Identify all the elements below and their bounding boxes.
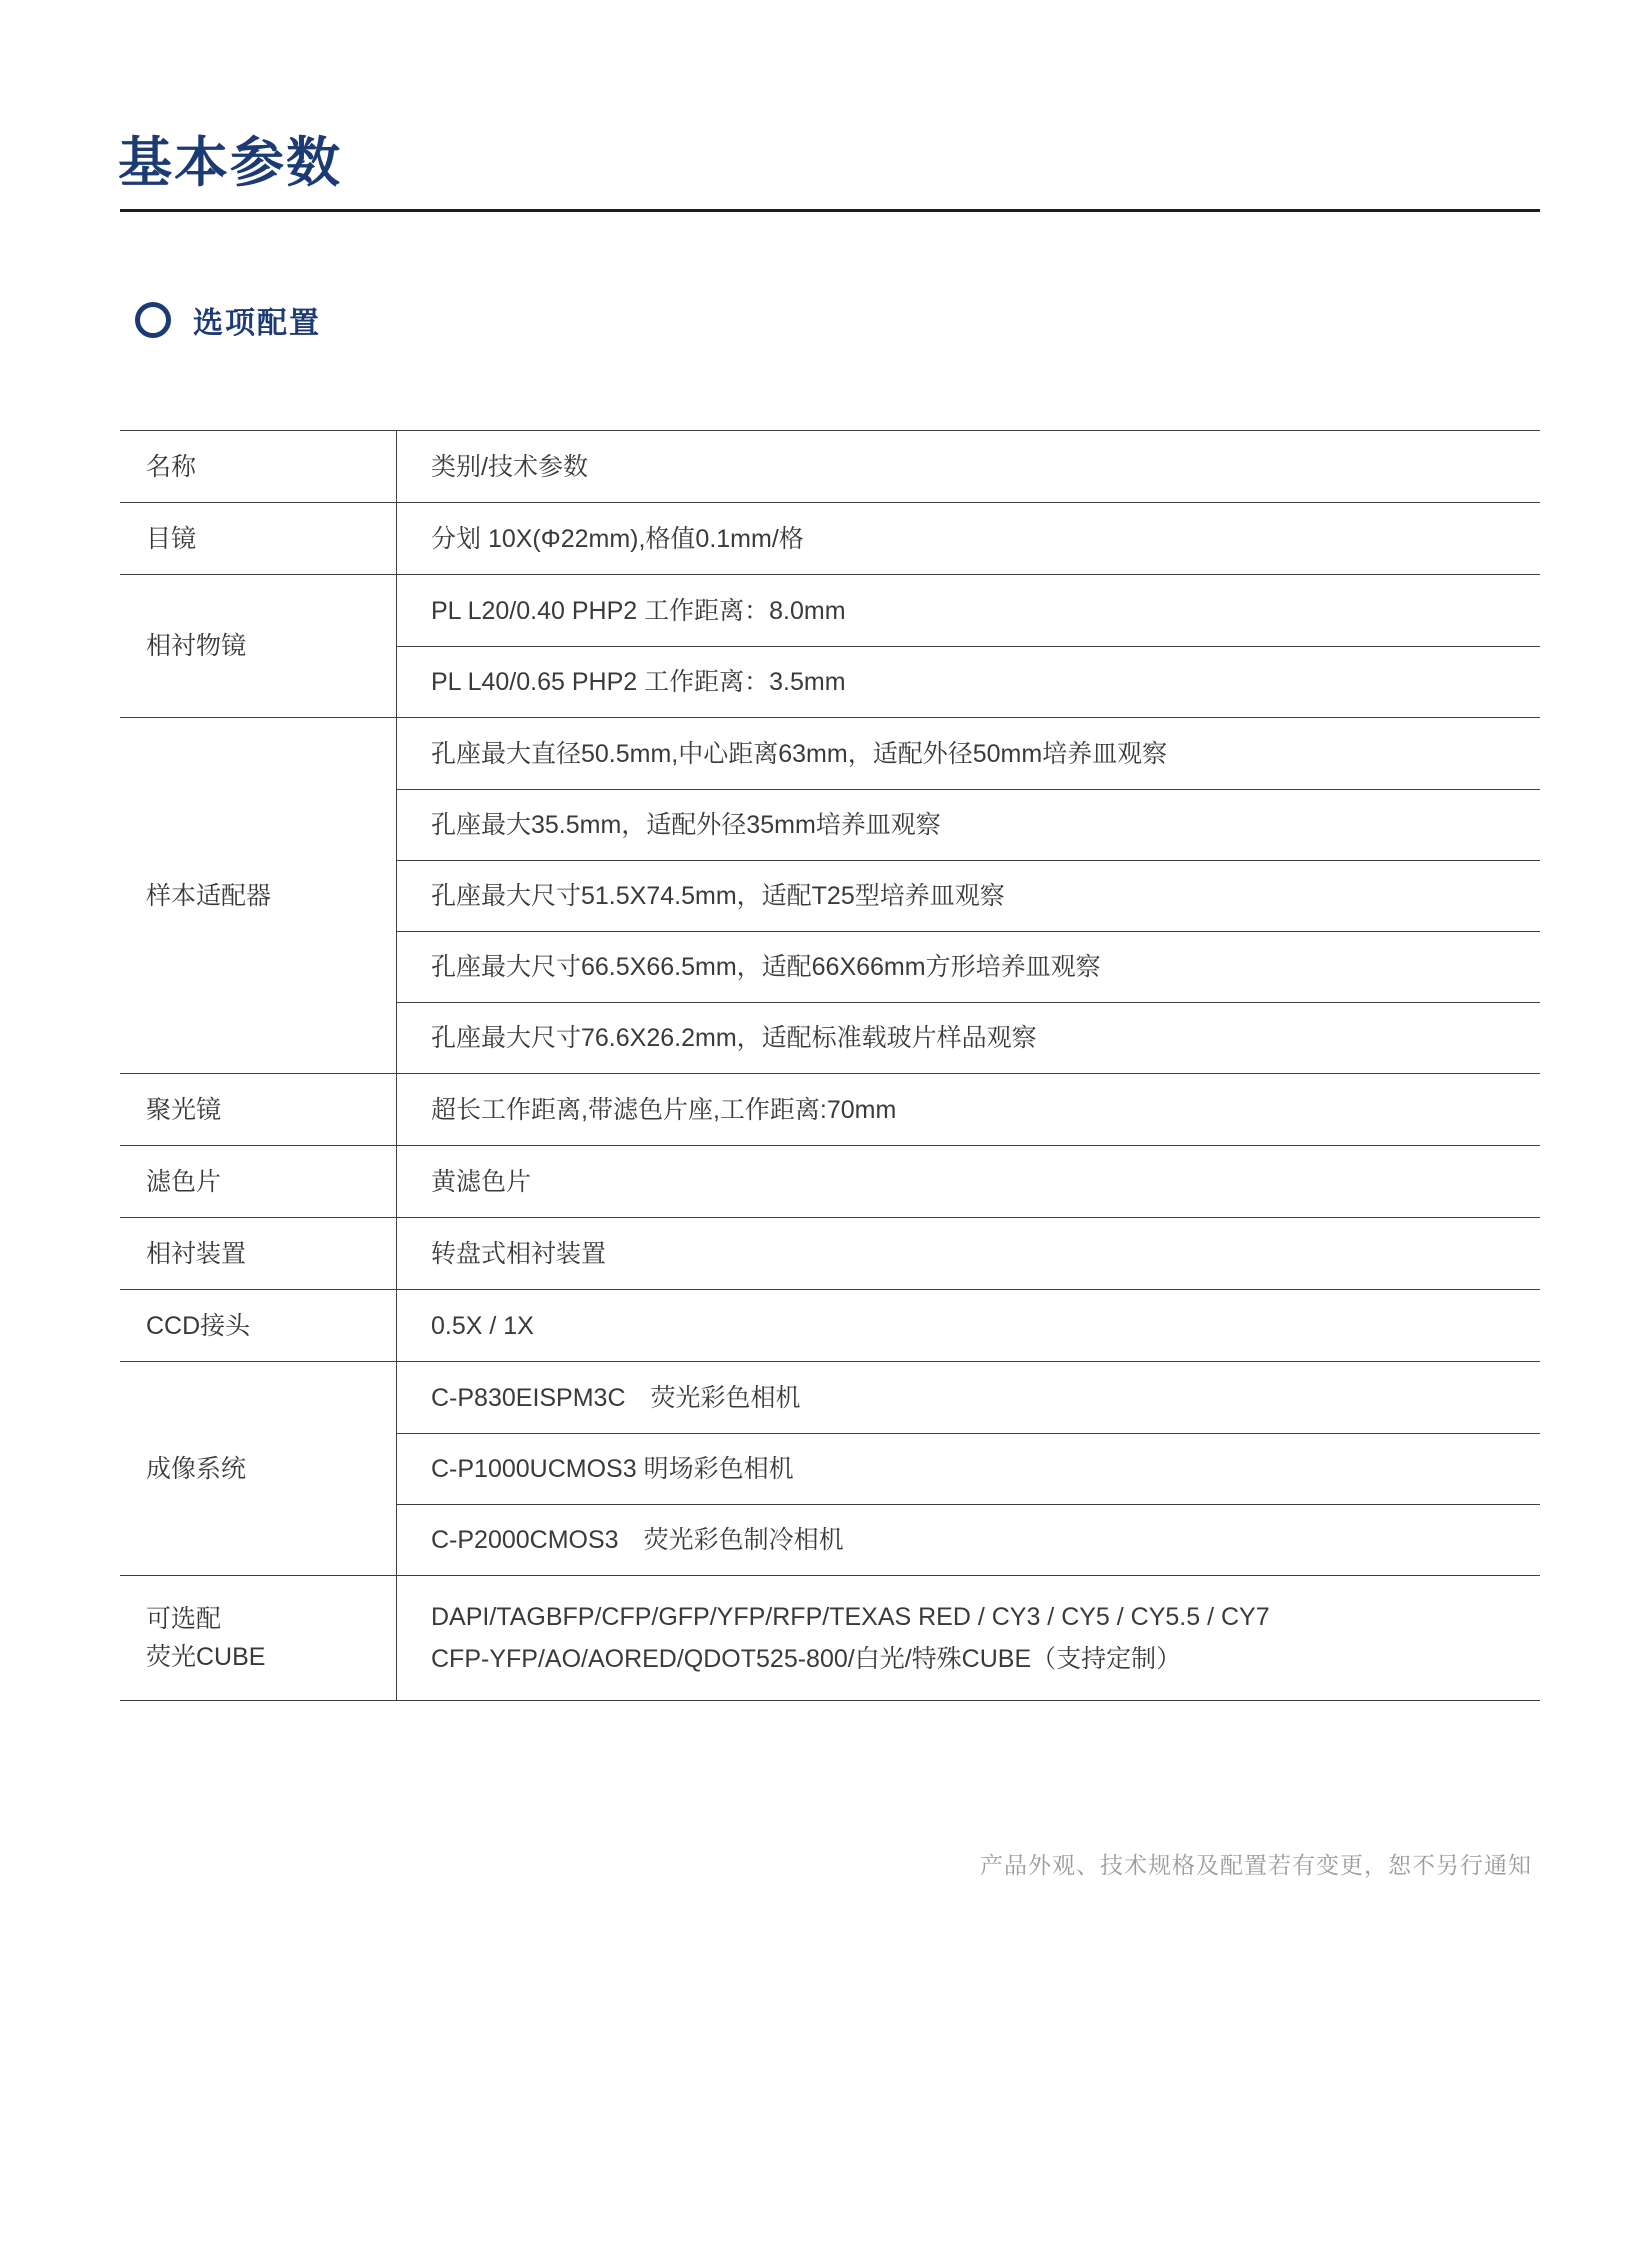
row-value: 类别/技术参数	[431, 452, 588, 481]
row-values	[396, 1218, 1540, 1289]
row-values	[396, 1290, 1540, 1361]
row-label: 相衬物镜	[146, 632, 247, 660]
row-value: 黄滤色片	[431, 1167, 532, 1196]
row-label: 样本适配器	[146, 881, 272, 910]
row-values	[396, 1576, 1540, 1700]
page-title: 基本参数	[118, 133, 342, 193]
row-values	[396, 575, 1540, 717]
row-values	[396, 1362, 1540, 1575]
row-values	[396, 431, 1540, 502]
row-label: 目镜	[146, 524, 197, 553]
table-row-group	[120, 1217, 1540, 1289]
row-value: 孔座最大尺寸66.5X66.5mm，适配66X66mm方形培养皿观察	[397, 931, 1540, 1002]
row-label: 聚光镜	[146, 1095, 222, 1124]
row-label-line: 荧光CUBE	[146, 1643, 266, 1671]
table-row-group	[120, 431, 1540, 502]
row-value: PL L40/0.65 PHP2 工作距离：3.5mm	[397, 646, 1540, 717]
row-label: 成像系统	[146, 1454, 247, 1483]
table-row-group	[120, 1073, 1540, 1145]
row-value: 孔座最大直径50.5mm,中心距离63mm，适配外径50mm培养皿观察	[431, 739, 1168, 768]
row-label: CCD接头	[146, 1311, 251, 1340]
table-row-group	[120, 502, 1540, 574]
row-label: 滤色片	[146, 1167, 222, 1196]
row-values	[396, 718, 1540, 1073]
row-value-line: CFP-YFP/AO/AORED/QDOT525-800/白光/特殊CUBE（支持定制）	[431, 1645, 1182, 1673]
row-label-line: 可选配	[146, 1605, 222, 1633]
row-value: 分划 10X(Φ22mm),格值0.1mm/格	[431, 524, 804, 553]
row-value: 超长工作距离,带滤色片座,工作距离:70mm	[431, 1095, 897, 1124]
row-value: 孔座最大尺寸76.6X26.2mm，适配标准载玻片样品观察	[397, 1002, 1540, 1073]
row-value: C-P1000UCMOS3 明场彩色相机	[397, 1433, 1540, 1504]
row-values	[396, 1074, 1540, 1145]
table-row-group	[120, 1575, 1540, 1700]
section-title: 选项配置	[193, 307, 321, 340]
table-row-group	[120, 1145, 1540, 1217]
row-value: 转盘式相衬装置	[431, 1239, 607, 1268]
row-label: 相衬装置	[146, 1239, 247, 1268]
row-value: C-P2000CMOS3 荧光彩色制冷相机	[397, 1504, 1540, 1575]
circle-outline-icon	[135, 302, 171, 338]
row-value-line: DAPI/TAGBFP/CFP/GFP/YFP/RFP/TEXAS RED / CY3 / CY5 / CY5.5 / CY7	[431, 1603, 1270, 1631]
row-value: 孔座最大尺寸51.5X74.5mm，适配T25型培养皿观察	[397, 860, 1540, 931]
table-row-group	[120, 717, 1540, 1073]
row-label	[120, 1576, 396, 1700]
row-value	[397, 1576, 1540, 1700]
table-row-group	[120, 1361, 1540, 1575]
footer-disclaimer: 产品外观、技术规格及配置若有变更，恕不另行通知	[980, 1852, 1532, 1878]
row-value: PL L20/0.40 PHP2 工作距离：8.0mm	[431, 596, 846, 625]
row-value: 0.5X / 1X	[431, 1311, 534, 1340]
title-divider	[120, 209, 1540, 212]
section-header	[135, 298, 321, 342]
row-values	[396, 1146, 1540, 1217]
table-row-group	[120, 574, 1540, 717]
spec-table	[120, 430, 1540, 1701]
row-value: 孔座最大35.5mm，适配外径35mm培养皿观察	[397, 789, 1540, 860]
row-label: 名称	[146, 452, 197, 481]
table-row-group	[120, 1289, 1540, 1361]
row-value: C-P830EISPM3C 荧光彩色相机	[431, 1383, 801, 1412]
row-values	[396, 503, 1540, 574]
